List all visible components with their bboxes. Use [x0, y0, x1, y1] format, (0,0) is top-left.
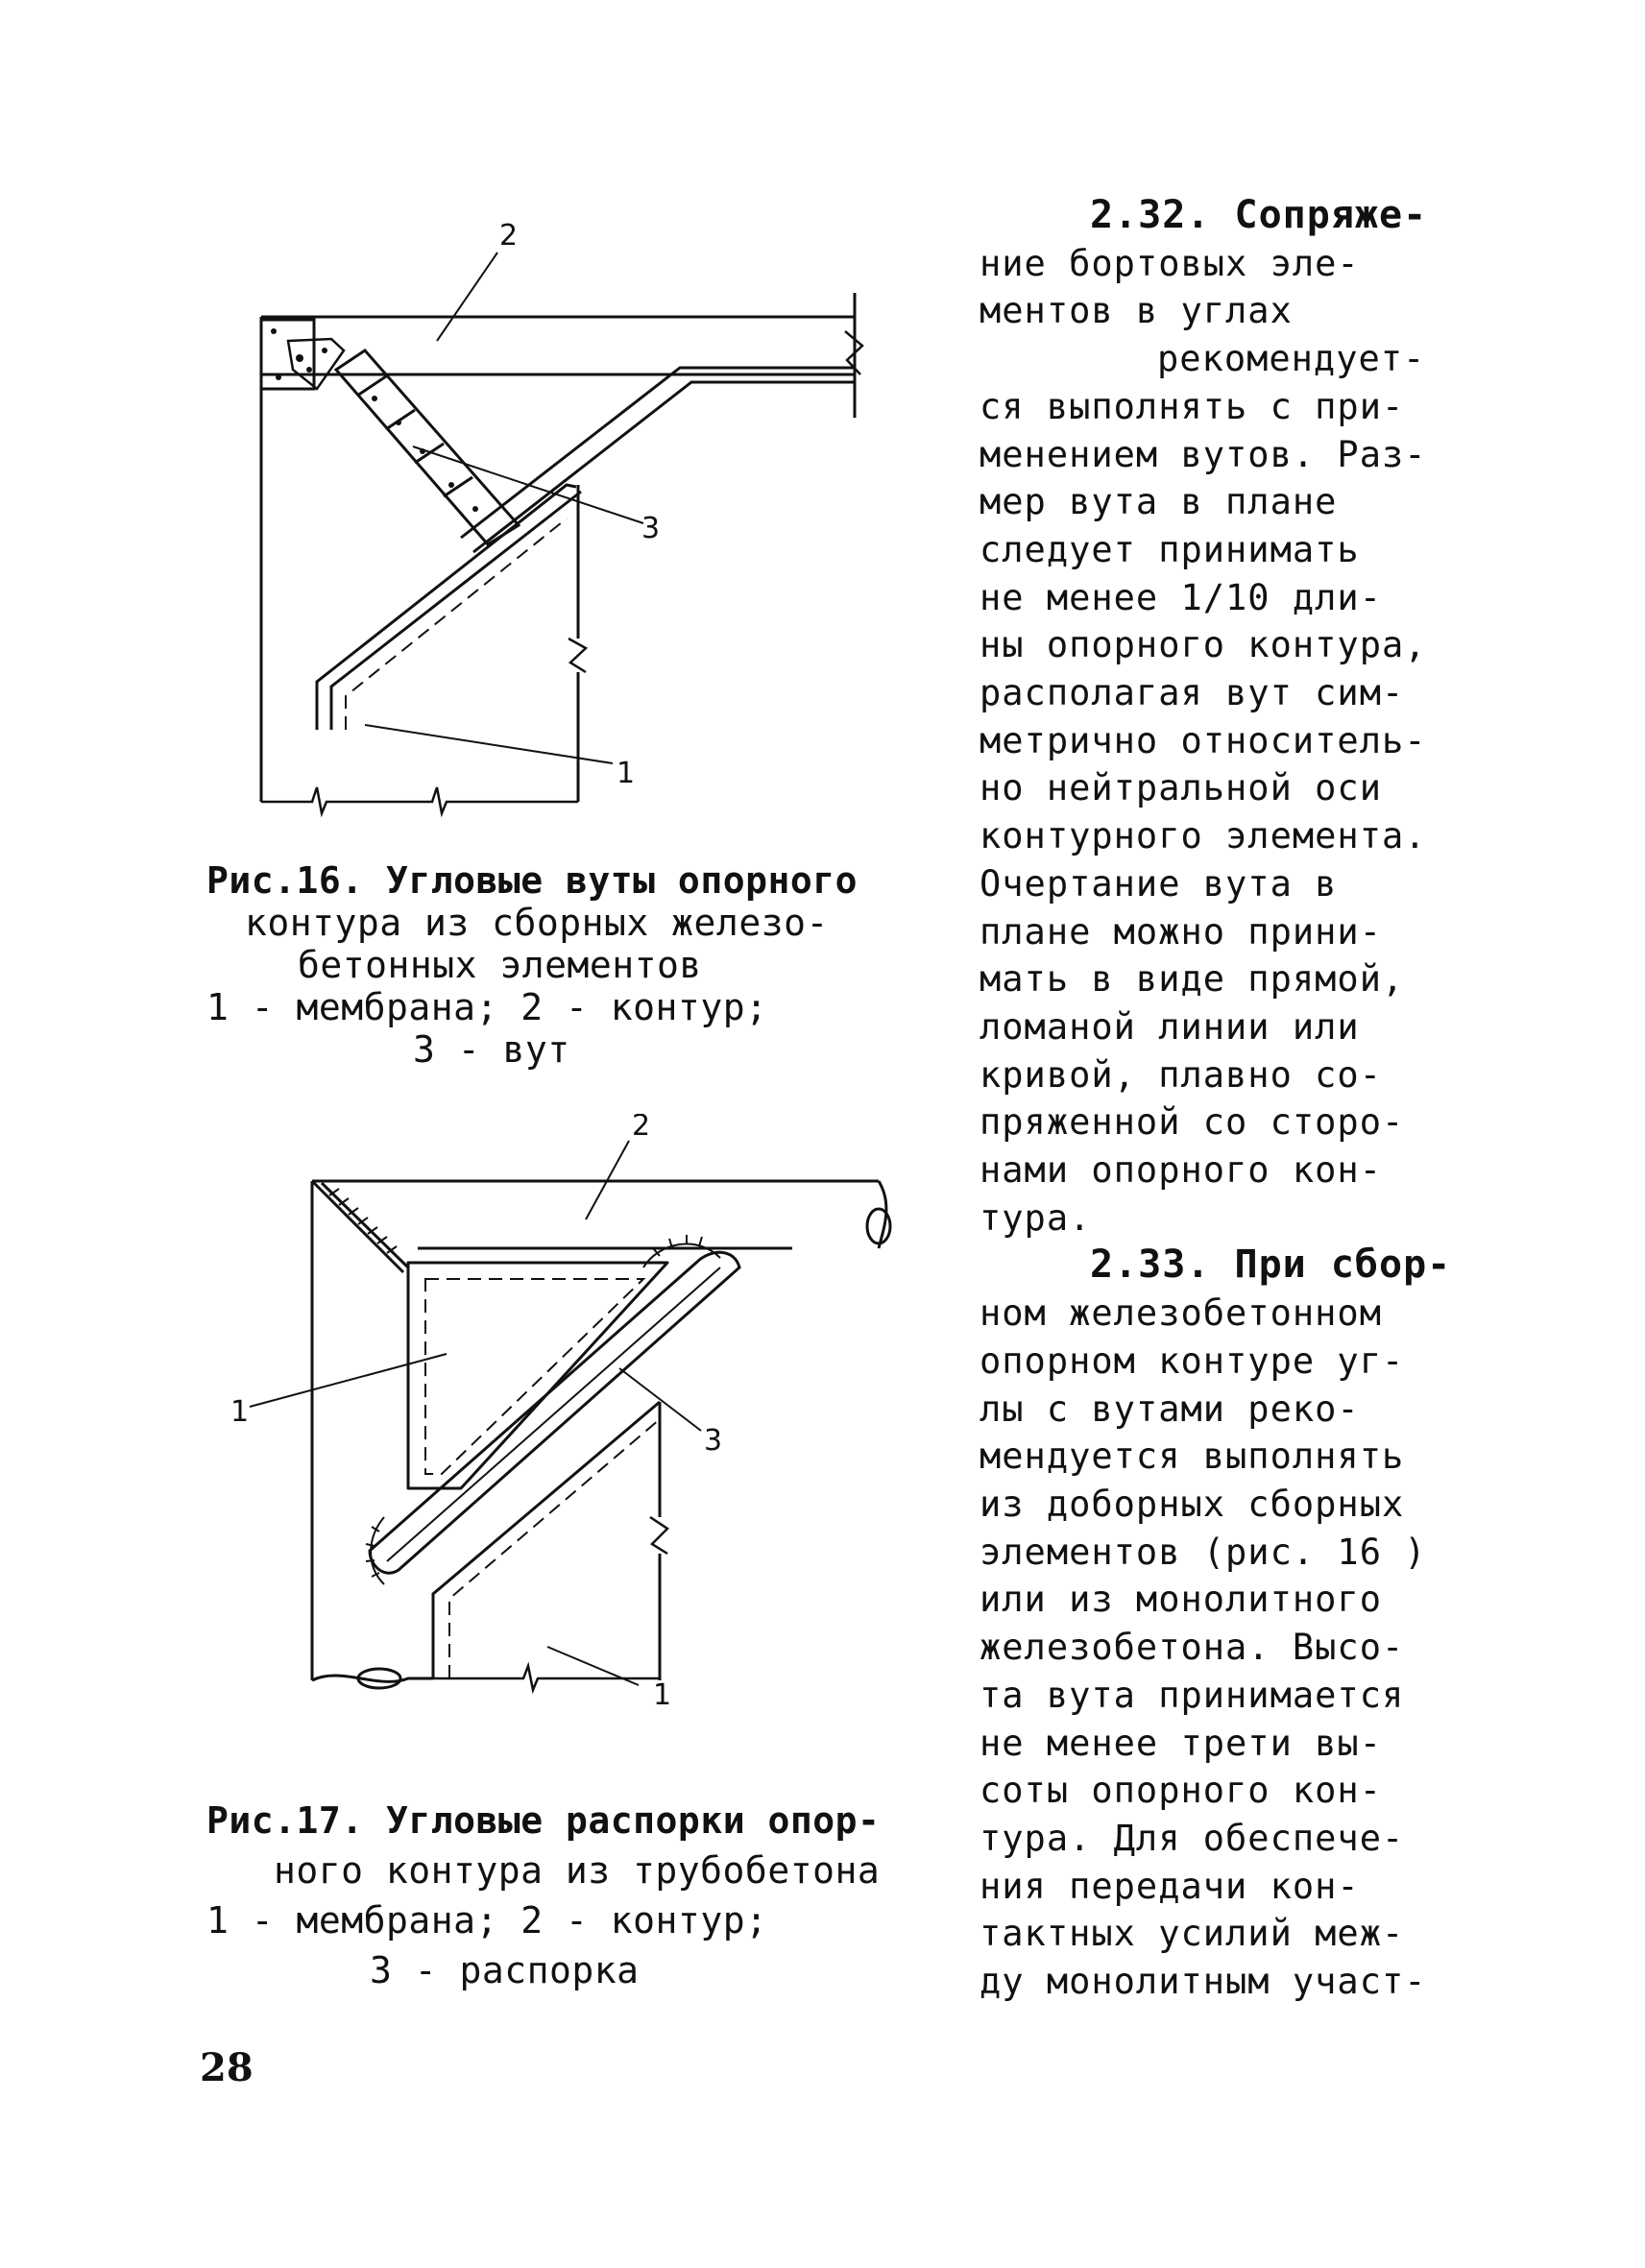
page-number: 28	[200, 2045, 254, 2090]
body-line: ние бортовых эле-	[980, 242, 1360, 284]
body-line: плане можно прини-	[980, 910, 1382, 953]
body-line: Очертание вута в	[980, 862, 1338, 905]
body-line: ду монолитным участ-	[980, 1961, 1427, 2003]
body-line: рекомендует-	[1157, 338, 1426, 380]
body-line: тура.	[980, 1196, 1092, 1239]
caption-line: бетонных элементов	[298, 944, 702, 986]
figure-17-callout-2: 2	[632, 1114, 651, 1143]
body-line: ны опорного контура,	[980, 624, 1427, 666]
figure-17-caption	[206, 1796, 880, 1995]
body-line: ментов в углах	[980, 290, 1293, 332]
figure-17-drawing	[216, 1114, 907, 1728]
body-text-column	[980, 192, 1460, 2006]
body-line: не менее 1/10 дли-	[980, 576, 1382, 618]
caption-line: ного контура из трубобетона	[274, 1849, 881, 1892]
figure-16	[240, 206, 893, 821]
body-line: тактных усилий меж-	[980, 1913, 1405, 1955]
body-line: но нейтральной оси	[980, 767, 1382, 809]
body-line: лы с вутами реко-	[980, 1387, 1360, 1430]
figure-17	[216, 1114, 907, 1728]
figure-16-caption	[206, 859, 858, 1071]
figure-16-callout-3: 3	[641, 512, 661, 545]
body-line: из доборных сборных	[980, 1483, 1405, 1525]
body-line: метрично относитель-	[980, 719, 1427, 761]
paragraph-2-32-first-line: 2.32. Сопряже-	[1090, 193, 1428, 237]
caption-line: 1 - мембрана; 2 - контур;	[206, 986, 768, 1028]
body-line: элементов (рис. 16 )	[980, 1531, 1427, 1573]
figure-17-callout-3: 3	[704, 1424, 723, 1458]
body-line: пряженной со сторо-	[980, 1101, 1405, 1144]
figure-16-drawing	[240, 206, 893, 821]
caption-line: 3 - распорка	[370, 1949, 640, 1991]
body-line: ломаной линии или	[980, 1005, 1360, 1048]
caption-line: Рис.17. Угловые распорки опор-	[206, 1799, 881, 1842]
figure-17-callout-1a: 1	[230, 1395, 250, 1429]
body-line: ния передачи кон-	[980, 1865, 1360, 1907]
figure-16-callout-1: 1	[617, 757, 636, 790]
figure-17-callout-1b: 1	[653, 1678, 672, 1712]
body-line: менением вутов. Раз-	[980, 433, 1427, 475]
caption-line: Рис.16. Угловые вуты опорного	[206, 859, 858, 902]
body-line: располагая вут сим-	[980, 672, 1405, 714]
body-line: мер вута в плане	[980, 481, 1338, 523]
paragraph-2-33-first-line: 2.33. При сбор-	[1090, 1243, 1452, 1288]
body-line: соты опорного кон-	[980, 1770, 1382, 1812]
body-line: та вута принимается	[980, 1674, 1405, 1716]
body-line: кривой, плавно со-	[980, 1053, 1382, 1096]
body-line: мать в виде прямой,	[980, 958, 1405, 1001]
body-line: мендуется выполнять	[980, 1436, 1405, 1478]
caption-line: контура из сборных железо-	[245, 902, 829, 944]
body-line: тура. Для обеспече-	[980, 1817, 1405, 1859]
caption-line: 3 - вут	[413, 1028, 570, 1071]
body-line: опорном контуре уг-	[980, 1339, 1405, 1382]
figure-16-callout-2: 2	[499, 219, 519, 253]
body-line: железобетона. Высо-	[980, 1627, 1405, 1669]
body-line: следует принимать	[980, 528, 1360, 570]
body-line: ном железобетонном	[980, 1292, 1382, 1335]
body-line: ся выполнять с при-	[980, 385, 1405, 427]
caption-line: 1 - мембрана; 2 - контур;	[206, 1899, 768, 1942]
body-line: контурного элемента.	[980, 815, 1427, 857]
body-line: не менее трети вы-	[980, 1722, 1382, 1764]
body-line: нами опорного кон-	[980, 1149, 1382, 1192]
body-line: или из монолитного	[980, 1579, 1382, 1621]
